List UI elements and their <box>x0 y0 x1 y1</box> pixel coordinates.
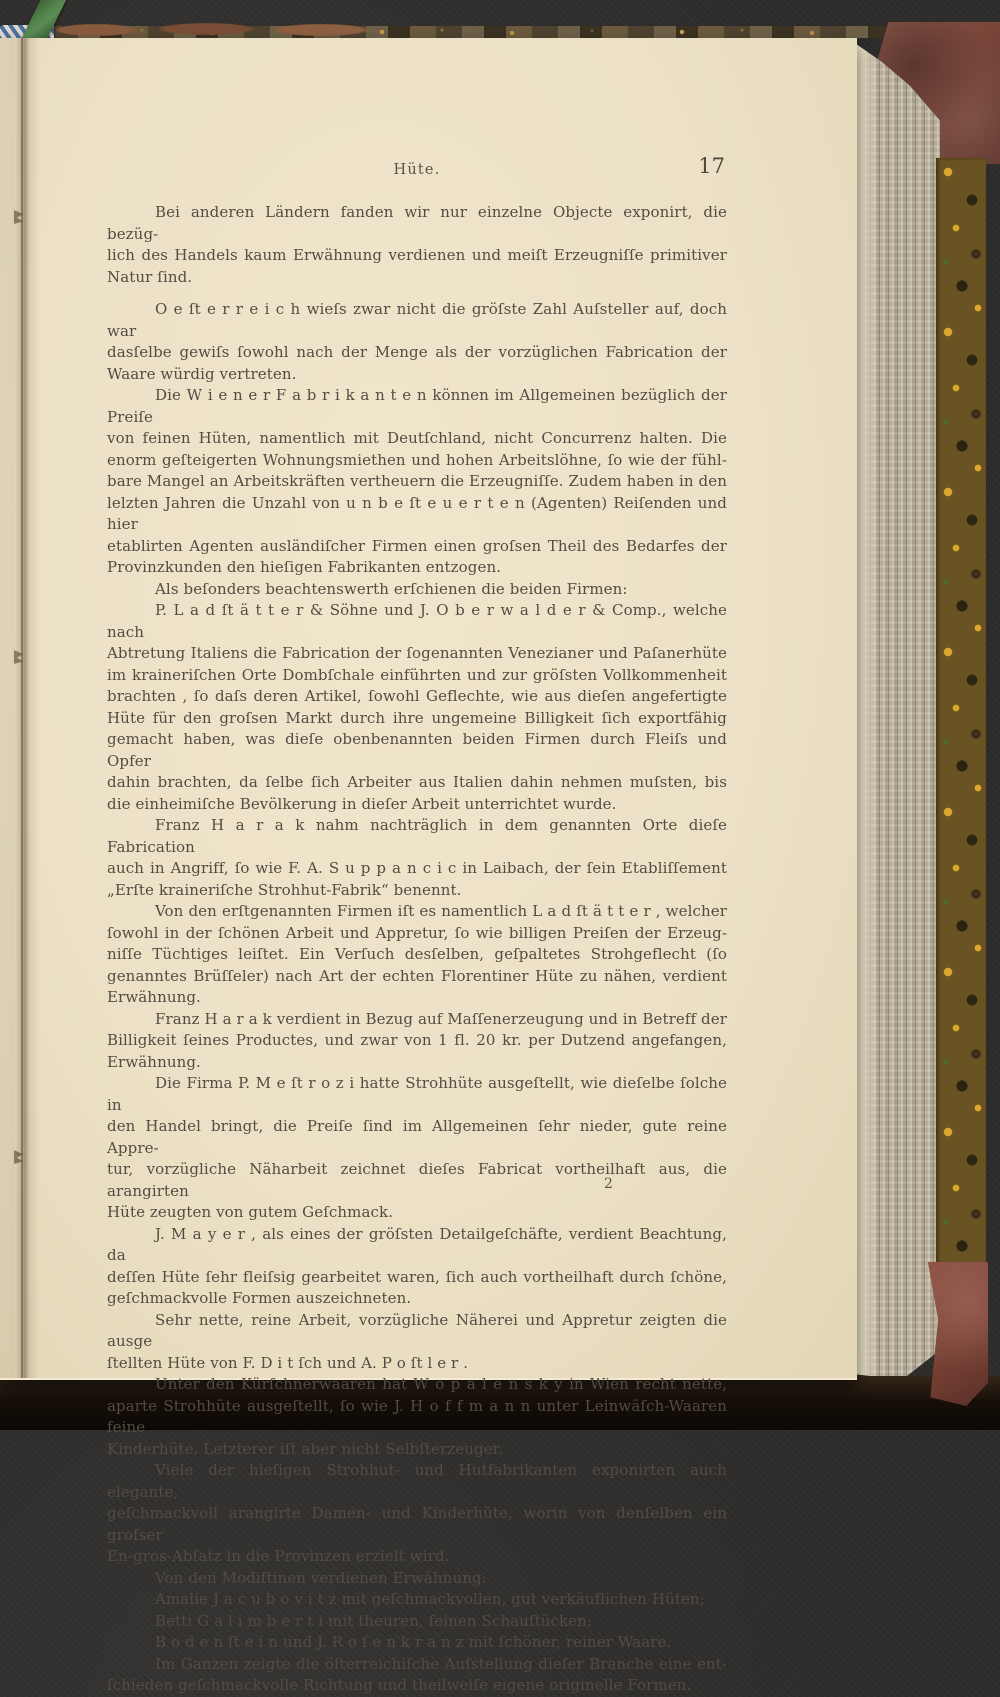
paragraph <box>107 1654 727 1697</box>
text-line: den Handel bringt, die Preiſe ſind im Allgemeinen ſehr nieder, gute reine Appre- <box>107 1117 727 1157</box>
text-line: auch in Angriff, ſo wie F. A. S u p p a n c i c in Laibach, der ſein Etabliſſement <box>107 859 727 877</box>
text-line: Unter den Kürſchnerwaaren hat W o p a l e n s k y in Wien recht nette, <box>155 1375 727 1393</box>
paragraph <box>107 1632 727 1654</box>
text-line: etablirten Agenten ausländiſcher Firmen einen groſsen Theil des Bedarfes der <box>107 536 727 555</box>
text-line: Kinderhüte. Letzterer iſt aber nicht Selbſterzeuger. <box>107 1439 504 1458</box>
text-line: Die Firma P. M e ſt r o z i hatte Strohhüte ausgeſtellt, wie dieſelbe ſolche in <box>107 1074 727 1114</box>
paragraph <box>107 385 727 579</box>
text-line: Viele der hieſigen Strohhut- und Hutfabrikanten exponirten auch elegante, <box>107 1461 727 1501</box>
paragraph <box>107 1611 727 1633</box>
page-top-rolls <box>56 21 396 39</box>
text-line: Abtretung Italiens die Fabrication der ſogenannten Venezianer und Paſanerhüte <box>107 644 727 662</box>
text-line: lich des Handels kaum Erwähnung verdienen und meiſt Erzeugniſſe primitiver <box>107 246 727 264</box>
text-line: Waare würdig vertreten. <box>107 364 297 383</box>
text-line: Bei anderen Ländern fanden wir nur einzelne Objecte exponirt, die bezüg- <box>107 203 727 243</box>
text-line: gemacht haben, was dieſe obenbenannten beiden Firmen durch Fleiſs und Opfer <box>107 730 727 770</box>
text-line: J. M a y e r , als eines der gröſsten Detailgeſchäfte, verdient Beachtung, da <box>107 1224 727 1264</box>
text-line: enorm geſteigerten Wohnungsmiethen und hohen Arbeitslöhne, ſo wie der fühl- <box>107 450 727 469</box>
text-line: Von den erſtgenannten Firmen iſt es namentlich L a d ſt ä t t e r , welcher <box>155 902 727 920</box>
text-line: Sehr nette, reine Arbeit, vorzügliche Näherei und Appretur zeigten die ausge <box>107 1310 727 1350</box>
paragraph <box>107 1310 727 1375</box>
text-line: geſchmackvoll arangirte Damen- und Kinderhüte, worin von denſelben ein groſser <box>107 1504 727 1544</box>
paragraph <box>107 1009 727 1074</box>
text-line: dasſelbe gewiſs ſowohl nach der Menge als der vorzüglichen Fabrication der <box>107 343 727 361</box>
text-line: Provinzkunden den hieſigen Fabrikanten entzogen. <box>107 558 502 576</box>
text-line: von feinen Hüten, namentlich mit Deutſchland, nicht Concurrenz halten. Die <box>107 429 727 447</box>
paragraph <box>107 1568 727 1590</box>
running-title: Hüte. <box>393 162 441 178</box>
text-line: die einheimiſche Bevölkerung in dieſer Arbeit unterrichtet wurde. <box>107 794 617 813</box>
text-line: En-gros-Abſatz in die Provinzen erzielt wird. <box>107 1547 450 1565</box>
text-line: ſowohl in der ſchönen Arbeit und Appretur, ſo wie billigen Preiſen der Erzeug- <box>107 923 727 942</box>
text-line: Die W i e n e r F a b r i k a n t e n können im Allgemeinen bezüglich der Preiſe <box>107 386 727 426</box>
text-line: Hüte für den groſsen Markt durch ihre ungemeine Billigkeit ſich exportfähig <box>107 708 727 727</box>
marbled-cover-strip <box>936 158 986 1266</box>
text-line: aparte Strohhüte ausgeſtellt, ſo wie J. H o f f m a n n unter Leinwäſch-Waaren feine <box>107 1396 727 1436</box>
text-line: „Erſte kraineriſche Strohhut-Fabrik“ benennt. <box>107 880 462 899</box>
paragraph <box>107 600 727 815</box>
text-line: geſchmackvolle Formen auszeichneten. <box>107 1289 412 1307</box>
text-line: ſchieden geſchmackvolle Richtung und theilweiſe eigene originelle Formen. <box>107 1676 692 1694</box>
paragraph <box>107 901 727 1009</box>
text-line: Erwähnung. <box>107 988 201 1006</box>
paragraph <box>107 579 727 601</box>
gutter-crease-line <box>21 38 23 1378</box>
text-line: Betti G a l i m b e r t i mit theuren, feinen Schauſtücken; <box>155 1611 593 1630</box>
text-line: genanntes Brüſſeler) nach Art der echten Florentiner Hüte zu nähen, verdient <box>107 966 727 985</box>
text-line: O e ſt e r r e i c h wieſs zwar nicht die gröſste Zahl Auſsteller auf, doch war <box>107 300 727 340</box>
text-line: Billigkeit ſeines Productes, und zwar von 1 fl. 20 kr. per Dutzend angefangen, <box>107 1031 727 1049</box>
fore-edge-page-stack <box>856 40 940 1385</box>
paragraph <box>107 1224 727 1310</box>
text-line: P. L a d ſt ä t t e r & Söhne und J. O b e r w a l d e r & Comp., welche nach <box>107 601 727 641</box>
text-line: im kraineriſchen Orte Dombſchale einführten und zur gröſsten Vollkommenheit <box>107 665 727 684</box>
text-line: brachten , ſo daſs deren Artikel, ſowohl Geflechte, wie aus dieſen angefertigte <box>107 687 727 705</box>
page-number: 17 <box>698 154 725 178</box>
paragraph <box>107 1073 727 1224</box>
text-line: Von den Modiſtinen verdienen Erwähnung: <box>155 1568 487 1587</box>
paragraph <box>107 202 727 288</box>
text-line: dahin brachten, da ſelbe ſich Arbeiter aus Italien dahin nehmen muſsten, bis <box>107 773 727 791</box>
text-line: niſſe Tüchtiges leiſtet. Ein Verſuch desſelben, geſpaltetes Strohgeflecht (ſo <box>107 945 727 963</box>
text-line: bare Mangel an Arbeitskräften vertheuern die Erzeugniſſe. Zudem haben in den <box>107 472 727 490</box>
page-header <box>107 154 727 188</box>
text-line: lelzten Jahren die Unzahl von u n b e ſt e u e r t e n (Agenten) Reiſenden und hier <box>107 493 727 533</box>
paragraph <box>107 1460 727 1568</box>
text-line: Franz H a r a k verdient in Bezug auf Maſſenerzeugung und in Betreff der <box>155 1009 727 1028</box>
text-line: Im Ganzen zeigte die öſterreichiſche Auſstellung dieſer Branche eine ent- <box>155 1654 727 1673</box>
paragraph <box>107 1589 727 1611</box>
text-line: Amalie J a c u b o v i t z mit geſchmackvollen, gut verkäuflichen Hüten; <box>155 1590 705 1608</box>
paragraph <box>107 815 727 901</box>
page-gutter <box>12 38 40 1378</box>
text-line: B o d e n ſt e i n und J. R o ſ e n k r a n z mit ſchöner, reiner Waare. <box>155 1633 672 1651</box>
text-line: ſtellten Hüte von F. D i t ſch und A. P o ſt l e r . <box>107 1353 469 1372</box>
text-line: Als beſonders beachtenswerth erſchienen die beiden Firmen: <box>155 579 628 598</box>
text-line: tur, vorzügliche Näharbeit zeichnet dieſes Fabricat vortheilhaft aus, die arangirten <box>107 1160 727 1200</box>
text-block <box>107 202 727 1697</box>
text-line: Franz H a r a k nahm nachträglich in dem genannten Orte dieſe Fabrication <box>107 816 727 856</box>
signature-mark: 2 <box>604 1176 613 1192</box>
text-line: Hüte zeugten von gutem Geſchmack. <box>107 1203 394 1221</box>
text-line: Erwähnung. <box>107 1052 201 1071</box>
text-line: deſſen Hüte ſehr fleiſsig gearbeitet waren, ſich auch vortheilhaft durch ſchöne, <box>107 1267 727 1286</box>
paragraph <box>107 1374 727 1460</box>
text-line: Natur ſind. <box>107 267 193 286</box>
paragraph <box>107 299 727 385</box>
